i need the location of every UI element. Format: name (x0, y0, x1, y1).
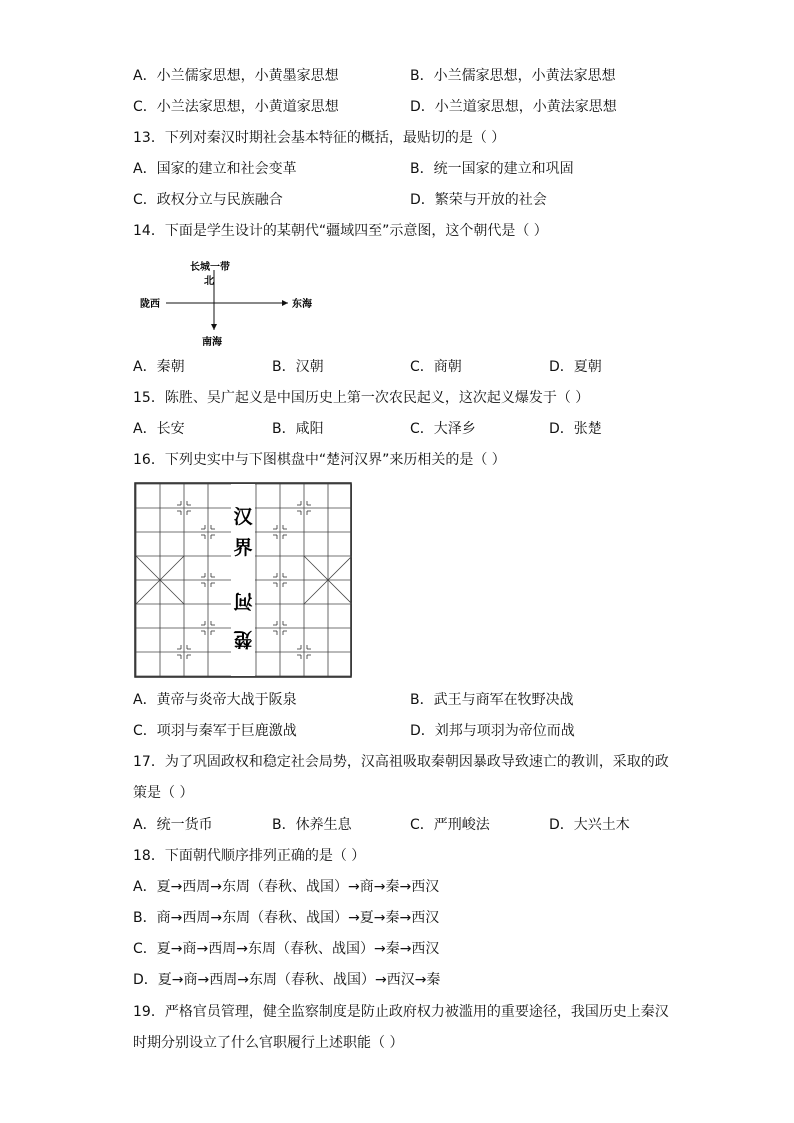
q14-stem: 14．下面是学生设计的某朝代“疆域四至”示意图，这个朝代是（ ） (133, 223, 548, 239)
river-char-left-top: 河 (233, 590, 253, 612)
river-char-left-bottom: 楚 (233, 628, 253, 650)
q12-option-c[interactable]: C．小兰法家思想，小黄道家思想 (133, 99, 339, 115)
river-char-right-top: 汉 (233, 506, 253, 528)
q13-stem: 13．下列对秦汉时期社会基本特征的概括，最贴切的是（ ） (133, 130, 506, 146)
q18-stem: 18．下面朝代顺序排列正确的是（ ） (133, 848, 366, 864)
q16-option-a[interactable]: A．黄帝与炎帝大战于阪泉 (133, 692, 297, 708)
q16-option-d[interactable]: D．刘邦与项羽为帝位而战 (410, 723, 575, 739)
q14-option-d[interactable]: D．夏朝 (549, 359, 602, 375)
q17-stem-line1: 17．为了巩固政权和稳定社会局势，汉高祖吸取秦朝因暴政导致速亡的教训，采取的政 (133, 754, 669, 770)
q15-option-a[interactable]: A．长安 (133, 421, 185, 437)
q13-option-a[interactable]: A．国家的建立和社会变革 (133, 161, 297, 177)
territory-diagram (138, 256, 338, 352)
q18-option-c[interactable]: C．夏→商→西周→东周（春秋、战国）→秦→西汉 (133, 941, 440, 957)
q15-option-c[interactable]: C．大泽乡 (410, 421, 476, 437)
q12-option-d[interactable]: D．小兰道家思想，小黄法家思想 (410, 99, 617, 115)
q19-stem-line2: 时期分别设立了什么官职履行上述职能（ ） (133, 1035, 404, 1051)
q13-option-c[interactable]: C．政权分立与民族融合 (133, 192, 283, 208)
chess-board (134, 482, 352, 678)
q13-option-d[interactable]: D．繁荣与开放的社会 (410, 192, 547, 208)
q18-option-b[interactable]: B．商→西周→东周（春秋、战国）→夏→秦→西汉 (133, 910, 440, 926)
q15-option-b[interactable]: B．咸阳 (272, 421, 324, 437)
q17-option-a[interactable]: A．统一货币 (133, 817, 213, 833)
diagram-label-top: 长城一带 (190, 262, 230, 273)
diagram-label-north: 北 (204, 276, 214, 287)
q17-option-b[interactable]: B．休养生息 (272, 817, 352, 833)
q15-stem: 15．陈胜、吴广起义是中国历史上第一次农民起义，这次起义爆发于（ ） (133, 390, 590, 406)
q18-option-d[interactable]: D．夏→商→西周→东周（春秋、战国）→西汉→秦 (133, 972, 441, 988)
diagram-label-south: 南海 (202, 337, 222, 348)
q14-option-c[interactable]: C．商朝 (410, 359, 462, 375)
q14-option-b[interactable]: B．汉朝 (272, 359, 324, 375)
q15-option-d[interactable]: D．张楚 (549, 421, 602, 437)
q19-stem-line1: 19．严格官员管理，健全监察制度是防止政府权力被滥用的重要途径，我国历史上秦汉 (133, 1004, 669, 1020)
q17-option-c[interactable]: C．严刑峻法 (410, 817, 490, 833)
q12-option-a[interactable]: A．小兰儒家思想，小黄墨家思想 (133, 68, 339, 84)
q12-option-b[interactable]: B．小兰儒家思想，小黄法家思想 (410, 68, 616, 84)
diagram-label-west: 陇西 (140, 299, 160, 310)
river-char-right-bottom: 界 (233, 537, 253, 559)
q13-option-b[interactable]: B．统一国家的建立和巩固 (410, 161, 574, 177)
q18-option-a[interactable]: A．夏→西周→东周（春秋、战国）→商→秦→西汉 (133, 879, 440, 895)
q17-stem-line2: 策是（ ） (133, 785, 194, 801)
q16-option-c[interactable]: C．项羽与秦军于巨鹿激战 (133, 723, 297, 739)
diagram-label-east: 东海 (292, 299, 312, 310)
q16-option-b[interactable]: B．武王与商军在牧野决战 (410, 692, 574, 708)
q14-option-a[interactable]: A．秦朝 (133, 359, 185, 375)
q17-option-d[interactable]: D．大兴土木 (549, 817, 630, 833)
q16-stem: 16．下列史实中与下图棋盘中“楚河汉界”来历相关的是（ ） (133, 452, 506, 468)
